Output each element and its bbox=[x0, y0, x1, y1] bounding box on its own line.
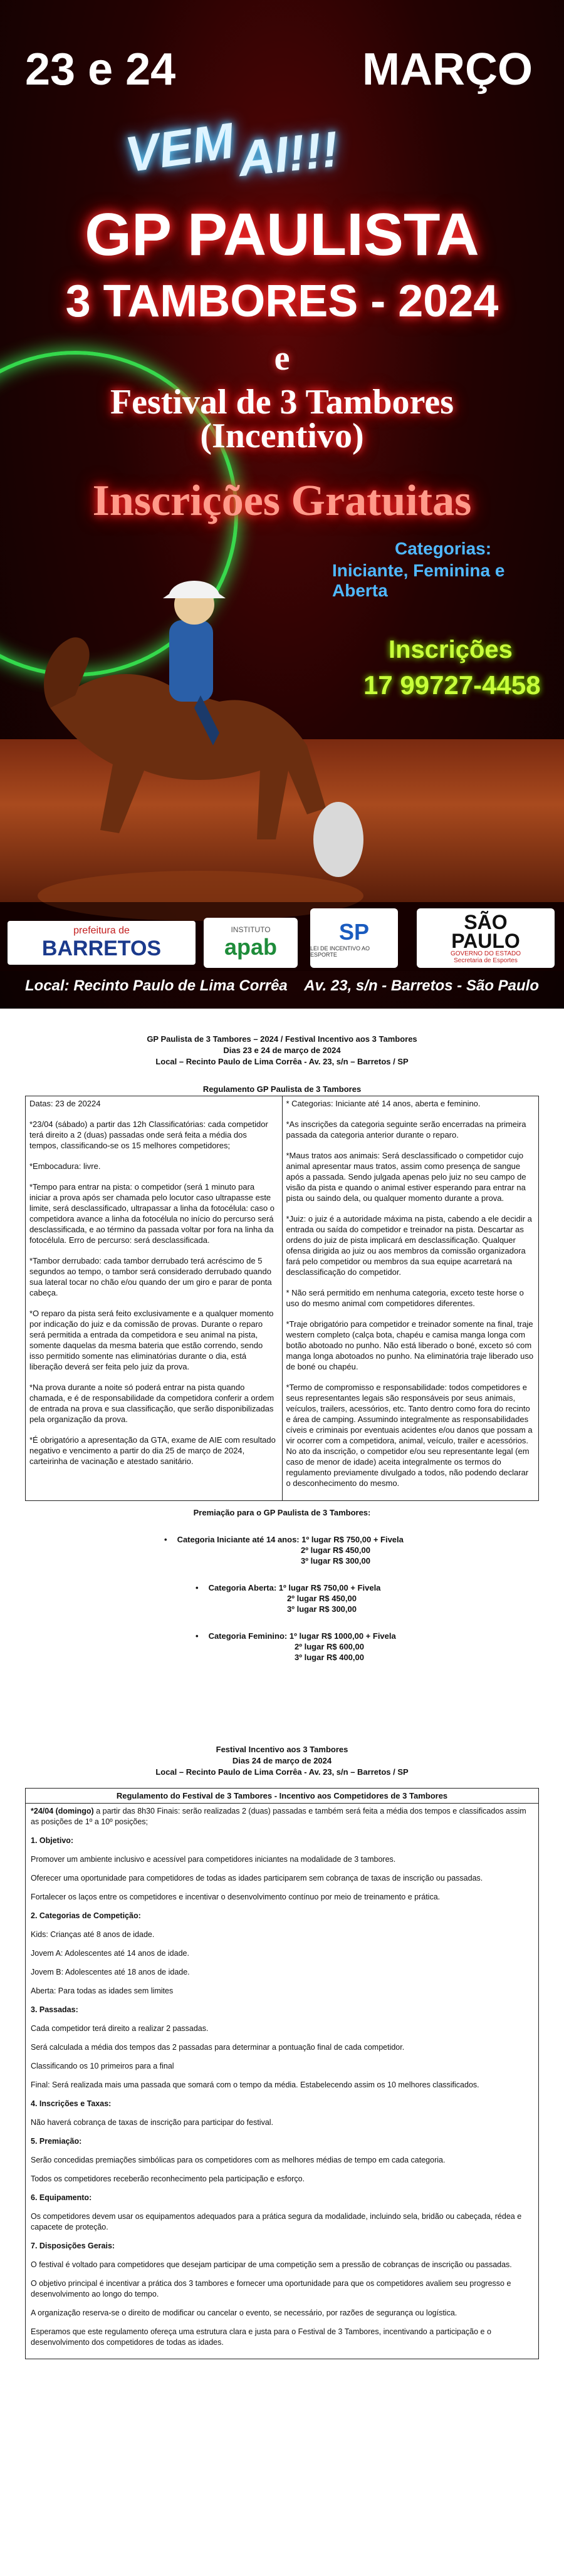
prize-line: • Categoria Iniciante até 14 anos: 1º lugar R$ 750,00 + Fivela bbox=[182, 1534, 539, 1545]
logo-barretos-name: BARRETOS bbox=[41, 936, 162, 960]
registration-phone[interactable]: 17 99727-4458 bbox=[363, 670, 541, 700]
logo-apab-name: apab bbox=[224, 934, 278, 960]
section-text: Aberta: Para todas as idades sem limites bbox=[31, 1987, 174, 1995]
logo-saopaulo-sec: Secretaria de Esportes bbox=[454, 957, 518, 964]
section-text: Fortalecer os laços entre os competidores e incentivar o desenvolvimento contínuo por meio de treinamento e prática. bbox=[31, 1893, 441, 1901]
reg-left-item: *Na prova durante a noite só poderá entrar na pista quando chamada, e é de responsabilidade da competidora conferir a ordem de entrada na prova e sua classificação, que serão disponibilizadas pela organização da prova. bbox=[29, 1383, 274, 1424]
section-text: Jovem A: Adolescentes até 14 anos de idade. bbox=[31, 1949, 189, 1958]
event-poster bbox=[0, 0, 564, 1009]
logo-governo-sao-paulo bbox=[417, 908, 555, 968]
section-text: Esperamos que este regulamento ofereça uma estrutura clara e justa para o Festival de 3 Tambores, incentivando a participação e o desenvolvimento dos competidores de todas as idades. bbox=[31, 2327, 491, 2347]
logo-barretos-top: prefeitura de bbox=[73, 925, 130, 936]
prize-line: • Categoria Feminino: 1º lugar R$ 1000,00 + Fivela bbox=[213, 1631, 539, 1641]
prize-line: 2º lugar R$ 450,00 bbox=[287, 1594, 357, 1603]
reg-left-item: *Tambor derrubado: cada tambor derrubado terá acréscimo de 5 segundos ao tempo, o tambor será considerado derrubado quando sua lateral tocar no chão e/ou quando der um giro e parar de ponta cabeça. bbox=[29, 1256, 272, 1297]
reg-left-item: *23/04 (sábado) a partir das 12h Classificatórias: cada competidor terá direito a 2 (duas) passadas onde será feita a média dos tempos, classificando-se os 15 melhores competidores; bbox=[29, 1119, 268, 1150]
section-text: Todos os competidores receberão reconhecimento pela participação e esforço. bbox=[31, 2174, 305, 2183]
doc1-header-line1: GP Paulista de 3 Tambores – 2024 / Festival Incentivo aos 3 Tambores bbox=[147, 1034, 417, 1044]
logo-apab-top: INSTITUTO bbox=[231, 925, 271, 934]
poster-address: Av. 23, s/n - Barretos - São Paulo bbox=[304, 977, 539, 994]
prize-title: Premiação para o GP Paulista de 3 Tambores: bbox=[193, 1508, 371, 1517]
section-text: Serão concedidas premiações simbólicas para os competidores com as melhores médias de tempo em cada categoria. bbox=[31, 2156, 446, 2164]
doc1-header-line2: Dias 23 e 24 de março de 2024 bbox=[223, 1046, 341, 1055]
section-text: Será calculada a média dos tempos das 2 passadas para determinar a pontuação final de cada competidor. bbox=[31, 2043, 405, 2052]
doc1-header-line3: Local – Recinto Paulo de Lima Corrêa - Av. 23, s/n – Barretos / SP bbox=[155, 1057, 409, 1066]
section-text: Final: Será realizada mais uma passada que somará com o tempo da média. Estabelecendo assim os 10 melhores classificados. bbox=[31, 2080, 479, 2089]
doc2-header bbox=[25, 1744, 539, 1778]
festival-intro-text: a partir das 8h30 Finais: serão realizadas 2 (duas) passadas e também será feita a média dos tempos e classificados assim as posições de 1º a 10º posições; bbox=[31, 1807, 526, 1826]
section-text: Oferecer uma oportunidade para competidores de todas as idades participarem sem cobrança de taxas de inscrição ou passadas. bbox=[31, 1874, 483, 1883]
logo-lei-incentivo-sp bbox=[310, 908, 398, 968]
reg-left-item: Datas: 23 de 20224 bbox=[29, 1099, 101, 1108]
section-text: Cada competidor terá direito a realizar 2 passadas. bbox=[31, 2024, 209, 2033]
poster-location: Local: Recinto Paulo de Lima Corrêa bbox=[25, 977, 288, 994]
prize-line: 2º lugar R$ 600,00 bbox=[295, 1642, 364, 1651]
horse-rider-illustration bbox=[13, 545, 363, 921]
regulation-left-column bbox=[26, 1096, 283, 1501]
reg-right-item: *Termo de compromisso e responsabilidade: todos competidores e seus representantes legais são responsáveis por seus animais, veículos, trailers, acessórios, etc. Tanto dentro como fora do recinto e área de camping. Assumindo integralmente as responsabilidades cíveis e criminais por eventuais acidentes e/ou danos que possam a vir ocorrer com a competidora, animal, veículo, trailer e acessórios. No ato da inscrição, o competidor e/ou seu representante legal (em caso de menor de idade) aceita integralmente os termos do regulamento previamente divulgado a todos, não podendo declarar o desconhecimento do mesmo. bbox=[286, 1383, 533, 1488]
prize-feminino bbox=[25, 1631, 539, 1663]
categories-label: Categorias: bbox=[395, 539, 492, 558]
doc2-header-line1: Festival Incentivo aos 3 Tambores bbox=[216, 1745, 348, 1754]
prize-iniciante bbox=[25, 1534, 539, 1566]
regulation-table bbox=[25, 1096, 539, 1501]
poster-ai: AI!!! bbox=[235, 120, 342, 187]
doc1-header bbox=[25, 1034, 539, 1067]
section-text: A organização reserva-se o direito de modificar ou cancelar o evento, se necessário, por razões de segurança ou logística. bbox=[31, 2309, 457, 2317]
poster-date-month: MARÇO bbox=[362, 44, 533, 95]
section-text: O festival é voltado para competidores que desejam participar de uma competição sem a pressão de cobranças de inscrição ou passadas. bbox=[31, 2260, 512, 2269]
festival-line-1: Festival de 3 Tambores bbox=[110, 383, 454, 422]
section-text: Classificando os 10 primeiros para a final bbox=[31, 2062, 174, 2070]
logo-sp-name: SP bbox=[338, 918, 370, 945]
poster-conjunction: e bbox=[274, 339, 290, 378]
prize-line: • Categoria Aberta: 1º lugar R$ 750,00 + Fivela bbox=[213, 1582, 539, 1593]
registration-label: Inscrições bbox=[389, 636, 513, 663]
festival-intro bbox=[31, 1806, 533, 1827]
reg-right-item: *Juiz: o juiz é a autoridade máxima na pista, cabendo a ele decidir a entrada ou saída do competidor e treinador na pista. Descartar as ordens do juiz de pista implicará em desclassificação. Qualquer ofensa dirigida ao juiz ou aos membros da comissão organizadora fará pelo competidor ou membros da sua equipe acarretará na desclassificação do competidor. bbox=[286, 1214, 532, 1277]
section-text: Não haverá cobrança de taxas de inscrição para participar do festival. bbox=[31, 2118, 274, 2127]
section-heading: 1. Objetivo: bbox=[31, 1836, 74, 1845]
reg-right-item: *As inscrições da categoria seguinte serão encerradas na primeira passada da categoria anterior durante o reparo. bbox=[286, 1119, 526, 1140]
logo-instituto-apab bbox=[204, 918, 298, 968]
festival-reg-title: Regulamento do Festival de 3 Tambores - Incentivo aos Competidores de 3 Tambores bbox=[26, 1789, 538, 1804]
reg-left-item: *Tempo para entrar na pista: o competidor (será 1 minuto para iniciar a prova após ser chamada pelo locutor caso ultrapasse este limite, será desclassificado, ultrapassar a linha da fotocélula: caso o competidora avance a linha da fotocélula no início do percurso será desclassificada, e ao término da passada voltar por fora na linha da fotocélula. Erro de percurso: será desclassificada. bbox=[29, 1182, 274, 1245]
festival-line-2: (Incentivo) bbox=[200, 417, 364, 455]
section-text: Kids: Crianças até 8 anos de idade. bbox=[31, 1930, 155, 1939]
free-registration-headline: Inscrições Gratuitas bbox=[92, 477, 472, 525]
section-heading: 5. Premiação: bbox=[31, 2137, 82, 2146]
prize-aberta bbox=[25, 1582, 539, 1614]
section-text: Jovem B: Adolescentes até 18 anos de idade. bbox=[31, 1968, 190, 1976]
categories-list: Iniciante, Feminina e Aberta bbox=[332, 561, 505, 600]
doc2-header-line2: Dias 24 de março de 2024 bbox=[232, 1756, 332, 1765]
logo-saopaulo-sub: GOVERNO DO ESTADO bbox=[450, 950, 521, 957]
poster-vem: VEM bbox=[122, 112, 238, 183]
section-heading: 6. Equipamento: bbox=[31, 2193, 92, 2202]
prize-line: 2º lugar R$ 450,00 bbox=[301, 1545, 370, 1555]
poster-subtitle: 3 TAMBORES - 2024 bbox=[65, 276, 499, 326]
reg-left-item: *Embocadura: livre. bbox=[29, 1161, 101, 1171]
logo-sp-sub: LEI DE INCENTIVO AO ESPORTE bbox=[310, 945, 370, 958]
reg-left-item: *O reparo da pista será feito exclusivamente e a qualquer momento por indicação do juiz e da comissão de provas. Durante o reparo será permitida a entrada da competidora e seu animal na pista, somente daquelas da mesma bateria que estão correndo, sendo isso permitido somente nas eliminatórias durante o dia, está liberação deverá ser feita pelo juiz da prova. bbox=[29, 1309, 274, 1371]
prize-line: 3º lugar R$ 300,00 bbox=[287, 1604, 357, 1614]
section-text: Promover um ambiente inclusivo e acessível para competidores iniciantes na modalidade de 3 tambores. bbox=[31, 1855, 396, 1864]
logo-saopaulo-1: SÃO bbox=[464, 910, 508, 933]
section-heading: 2. Categorias de Competição: bbox=[31, 1911, 141, 1920]
logo-saopaulo-2: PAULO bbox=[451, 929, 520, 952]
poster-title: GP PAULISTA bbox=[85, 201, 479, 268]
reg-right-item: *Maus tratos aos animais: Será desclassificado o competidor cujo animal apresentar maus tratos, assim como presença de sangue após a passada. Sendo julgada apenas pelo juiz no seu campo de visão da pista e quando o animal estiver esperando para entrar na pista ou saindo dela, ou qualquer momento durante a prova. bbox=[286, 1151, 526, 1203]
regulation-document-gp bbox=[0, 1034, 564, 2359]
section-text: O objetivo principal é incentivar a prática dos 3 tambores e fornecer uma oportunidade para que os competidores avaliem seu progresso e desenvolvimento ao longo do tempo. bbox=[31, 2279, 511, 2298]
section-heading: 3. Passadas: bbox=[31, 2005, 78, 2014]
poster-date-days: 23 e 24 bbox=[25, 44, 176, 95]
poster-festival bbox=[0, 385, 564, 453]
reg-right-item: * Não será permitido em nenhuma categoria, exceto teste horse o uso do mesmo animal com competidores diferentes. bbox=[286, 1288, 524, 1308]
section-text: Os competidores devem usar os equipamentos adequados para a prática segura da modalidade, incluindo sela, bridão ou cabeçada, rédea e capacete de proteção. bbox=[31, 2212, 522, 2231]
section-heading: 7. Disposições Gerais: bbox=[31, 2241, 115, 2250]
regulation-right-column bbox=[282, 1096, 539, 1501]
festival-regulation-box bbox=[25, 1788, 539, 2359]
reg-left-item: *É obrigatório a apresentação da GTA, exame de AIE com resultado negativo e vencimento a partir do dia 25 de março de 2024, carteirinha de vacinação e atestado sanitário. bbox=[29, 1435, 276, 1466]
doc2-header-line3: Local – Recinto Paulo de Lima Corrêa - Av. 23, s/n – Barretos / SP bbox=[155, 1767, 409, 1777]
prize-line: 3º lugar R$ 400,00 bbox=[295, 1653, 364, 1662]
reg-right-item: *Traje obrigatório para competidor e treinador somente na final, traje western completo (calça bota, chapéu e camisa manga longa com botão abotoado no punho. Não está liberado o boné, exceto só com manga longa abotoados no punho. Na eliminatória traje liberado uso de boné ou chapéu. bbox=[286, 1319, 534, 1371]
logo-prefeitura-barretos bbox=[8, 921, 196, 965]
festival-intro-date: *24/04 (domingo) bbox=[31, 1807, 94, 1815]
section-heading: 4. Inscrições e Taxas: bbox=[31, 2099, 112, 2108]
reg-right-item: * Categorias: Iniciante até 14 anos, aberta e feminino. bbox=[286, 1099, 481, 1108]
festival-reg-content bbox=[26, 1804, 538, 2359]
prize-line: 3º lugar R$ 300,00 bbox=[301, 1556, 370, 1566]
doc1-reg-title: Regulamento GP Paulista de 3 Tambores bbox=[202, 1084, 362, 1094]
